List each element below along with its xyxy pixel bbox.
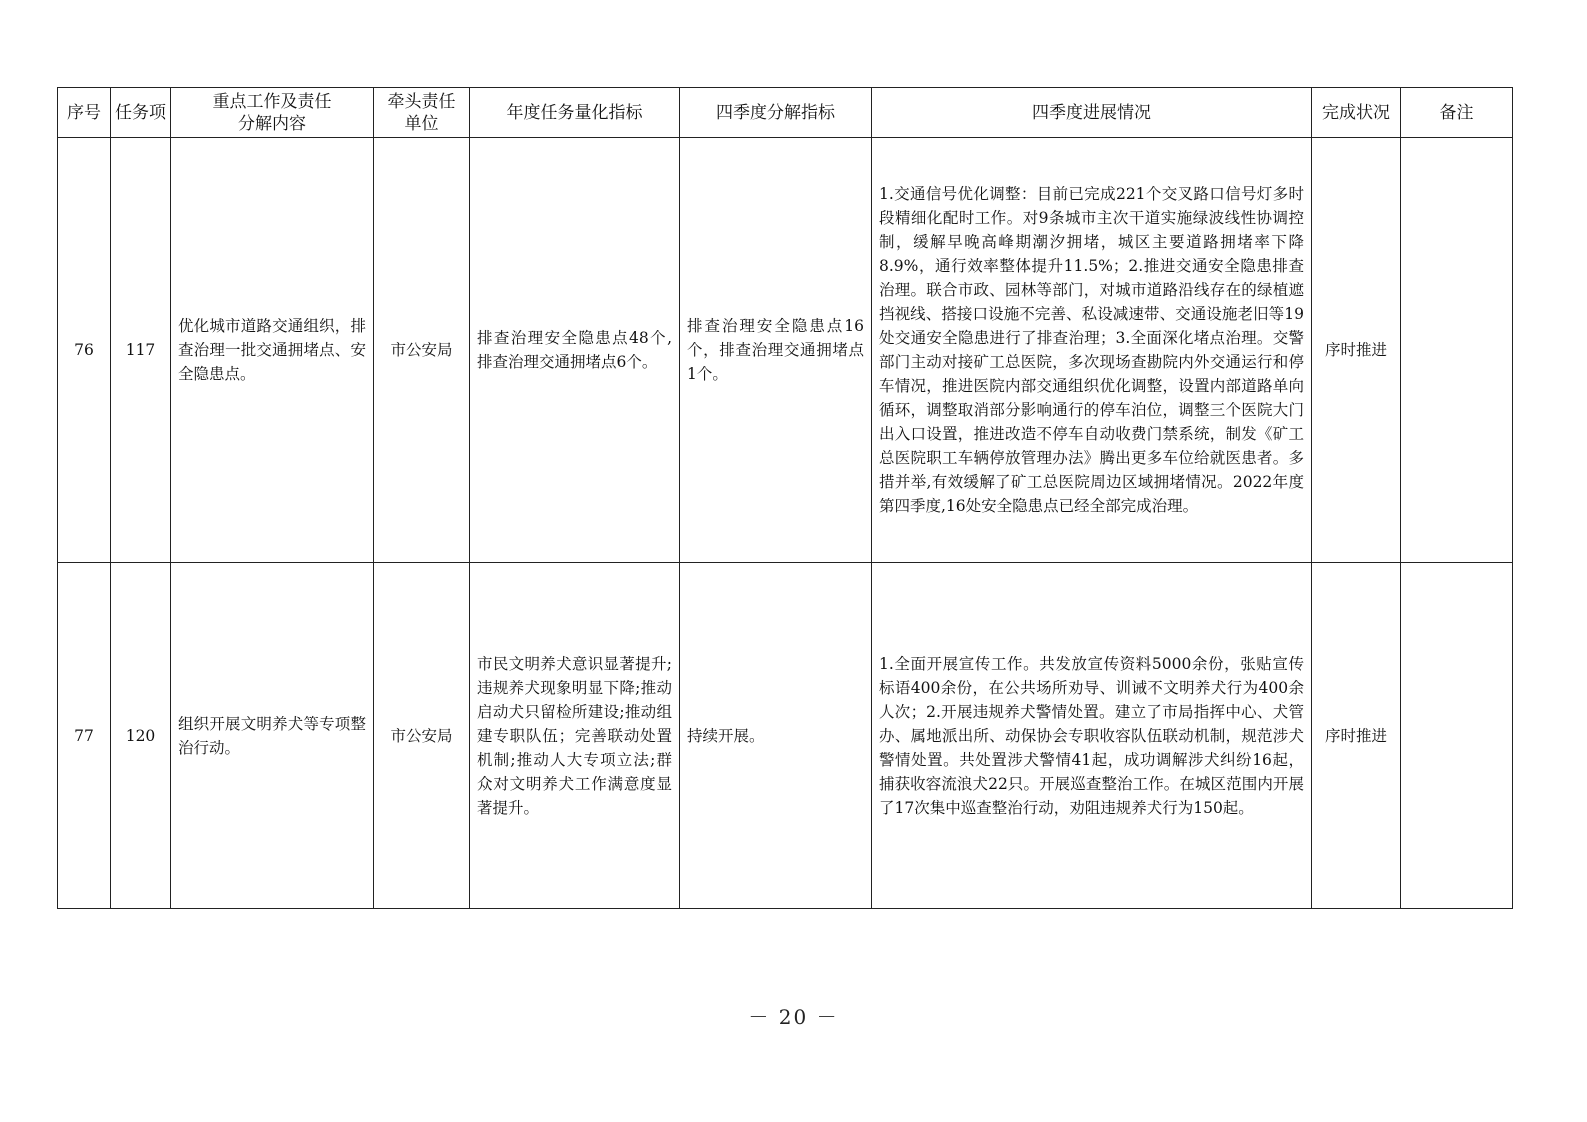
page-number: － 20 － xyxy=(748,1005,839,1029)
cell-quarter: 排查治理安全隐患点16个，排查治理交通拥堵点1个。 xyxy=(680,138,872,563)
cell-remark xyxy=(1401,138,1513,563)
cell-task: 117 xyxy=(111,138,171,563)
header-task: 任务项 xyxy=(111,88,171,138)
header-remark: 备注 xyxy=(1401,88,1513,138)
cell-unit: 市公安局 xyxy=(374,138,470,563)
cell-annual: 市民文明养犬意识显著提升;违规养犬现象明显下降;推动启动犬只留检所建设;推动组建专职队伍；完善联动处置机制;推动人大专项立法;群众对文明养犬工作满意度显著提升。 xyxy=(470,563,680,909)
table-row xyxy=(58,563,1513,909)
cell-task: 120 xyxy=(111,563,171,909)
cell-remark xyxy=(1401,563,1513,909)
header-quarter: 四季度分解指标 xyxy=(680,88,872,138)
cell-unit: 市公安局 xyxy=(374,563,470,909)
cell-status: 序时推进 xyxy=(1312,563,1401,909)
cell-progress: 1.交通信号优化调整：目前已完成221个交叉路口信号灯多时段精细化配时工作。对9条城市主次干道实施绿波线性协调控制，缓解早晚高峰期潮汐拥堵，城区主要道路拥堵率下降8.9%，通行效率整体提升11.5%；2.推进交通安全隐患排查治理。联合市政、园林等部门，对城市道路沿线存在的绿植遮挡视线、搭接口设施不完善、私设减速带、交通设施老旧等19处交通安全隐患进行了排查治理；3.全面深化堵点治理。交警部门主动对接矿工总医院，多次现场查勘院内外交通运行和停车情况，推进医院内部交通组织优化调整，设置内部道路单向循环，调整取消部分影响通行的停车泊位，调整三个医院大门出入口设置，推进改造不停车自动收费门禁系统，制发《矿工总医院职工车辆停放管理办法》腾出更多车位给就医患者。多措并举,有效缓解了矿工总医院周边区域拥堵情况。2022年度第四季度,16处安全隐患点已经全部完成治理。 xyxy=(872,138,1312,563)
header-status: 完成状况 xyxy=(1312,88,1401,138)
table-header-row xyxy=(58,88,1513,138)
cell-progress: 1.全面开展宣传工作。共发放宣传资料5000余份，张贴宣传标语400余份，在公共场所劝导、训诫不文明养犬行为400余人次；2.开展违规养犬警情处置。建立了市局指挥中心、犬管办、属地派出所、动保协会专职收容队伍联动机制，规范涉犬警情处置。共处置涉犬警情41起，成功调解涉犬纠纷16起，捕获收容流浪犬22只。开展巡查整治工作。在城区范围内开展了17次集中巡查整治行动，劝阻违规养犬行为150起。 xyxy=(872,563,1312,909)
header-seq: 序号 xyxy=(58,88,111,138)
cell-annual: 排查治理安全隐患点48个,排查治理交通拥堵点6个。 xyxy=(470,138,680,563)
cell-quarter: 持续开展。 xyxy=(680,563,872,909)
header-unit xyxy=(374,88,470,138)
task-table xyxy=(57,87,1513,909)
cell-content: 优化城市道路交通组织，排查治理一批交通拥堵点、安全隐患点。 xyxy=(171,138,374,563)
header-content-line1: 重点工作及责任 xyxy=(212,91,332,112)
cell-seq: 76 xyxy=(58,138,111,563)
cell-content: 组织开展文明养犬等专项整治行动。 xyxy=(171,563,374,909)
cell-status: 序时推进 xyxy=(1312,138,1401,563)
task-table-container xyxy=(57,87,1512,909)
header-progress: 四季度进展情况 xyxy=(872,88,1312,138)
cell-seq: 77 xyxy=(58,563,111,909)
header-content xyxy=(171,88,374,138)
table-row xyxy=(58,138,1513,563)
header-unit-line2: 单位 xyxy=(404,113,439,134)
header-content-line2: 分解内容 xyxy=(238,113,306,134)
header-unit-line1: 牵头责任 xyxy=(387,91,456,112)
header-annual: 年度任务量化指标 xyxy=(470,88,680,138)
